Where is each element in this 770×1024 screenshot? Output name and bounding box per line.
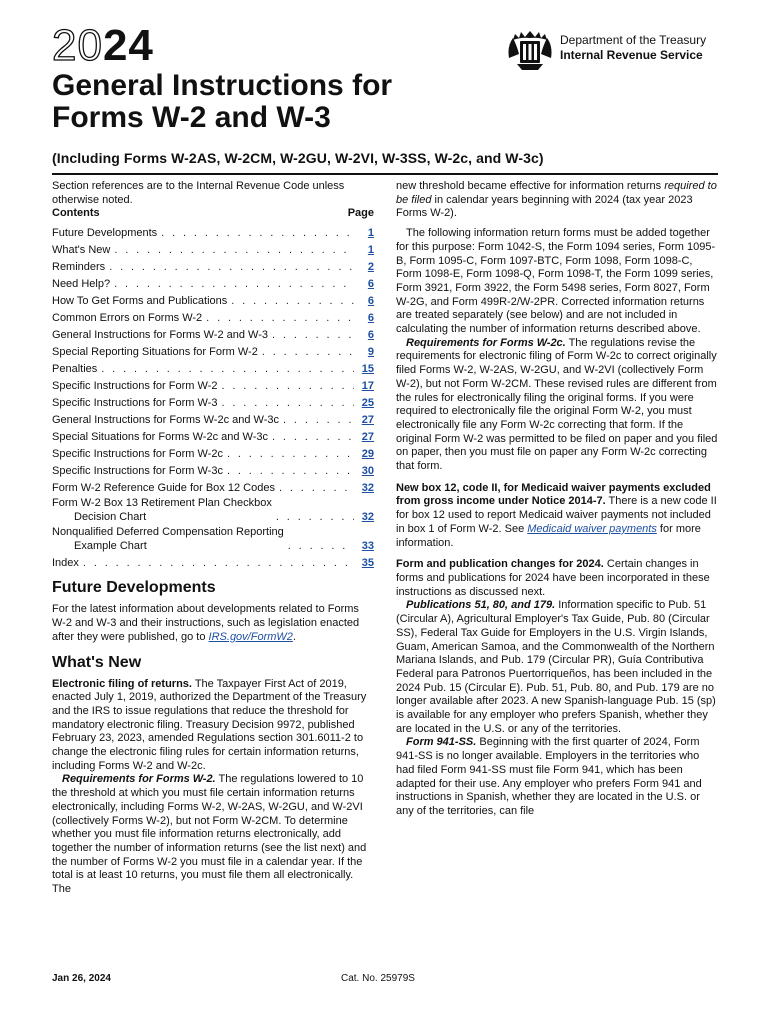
toc-entry-label-line1: General Instructions for Forms W-2 and W-3 xyxy=(52,328,268,341)
toc-entry-label-line1: Specific Instructions for Form W-2c xyxy=(52,447,223,460)
p1-emphasis: required to be filed xyxy=(396,180,717,206)
efile-lead: Electronic filing of returns. xyxy=(52,677,192,690)
req-w2c-paragraph xyxy=(396,337,718,474)
toc-page-link[interactable]: 2 xyxy=(367,260,374,273)
toc-entry[interactable] xyxy=(52,325,374,342)
toc-leader-dots xyxy=(109,261,354,275)
toc-entry-label-line1: Need Help? xyxy=(52,277,111,290)
toc-leader-dots xyxy=(221,397,354,411)
toc-entry[interactable] xyxy=(52,240,374,257)
pubchg-lead: Form and publication changes for 2024. xyxy=(396,558,604,571)
toc-entry-label xyxy=(52,363,97,377)
irs-formw2-link[interactable]: IRS.gov/FormW2 xyxy=(208,630,293,643)
toc-entry[interactable] xyxy=(52,524,374,553)
toc-leader-dots xyxy=(283,414,354,428)
req-w2-lead: Requirements for Forms W-2. xyxy=(62,773,216,786)
forms-list-paragraph: The following information return forms must be added together for this purpose: Form 1042-S, the Form 1094 series, Form 1095-B, Form 1095-C, Form 1097-BTC, Form 1098, Form 1098-C, Form 1098-E, Form 1098-Q, Form 1098-T, the Form 1099 series, Form 3921, Form 3922, the Form 5498 series, Form 8027, Form W-2G, and Form 499R-2/W-2PR. Corrected information returns are treated separately (see below) and are not included in calculating the number of information returns described above. xyxy=(396,227,716,336)
table-of-contents xyxy=(52,223,374,570)
future-text: For the latest information about developments related to Forms W-2 and W-3 and their instructions, such as legislation enacted after they were published, go to xyxy=(52,603,360,643)
toc-entry-label xyxy=(52,227,157,241)
toc-entry-label xyxy=(52,244,110,258)
toc-entry-label xyxy=(52,397,217,411)
toc-page-link[interactable]: 27 xyxy=(361,413,374,426)
toc-entry-label-line1: How To Get Forms and Publications xyxy=(52,294,228,307)
toc-entry-label-line1: Specific Instructions for Form W-3 xyxy=(52,396,218,409)
req-w2-paragraph xyxy=(52,773,374,896)
toc-entry-label xyxy=(52,465,223,479)
toc-entry-label xyxy=(52,312,202,326)
box12-paragraph xyxy=(396,482,718,551)
toc-page-link[interactable]: 33 xyxy=(361,539,374,552)
right-column xyxy=(396,180,718,819)
box12-lead: New box 12, code II, for Medicaid waiver payments excluded from gross income under Notice 2014-7. xyxy=(396,481,711,508)
toc-entry[interactable] xyxy=(52,342,374,359)
toc-page-link[interactable]: 6 xyxy=(367,311,374,324)
toc-entry[interactable] xyxy=(52,461,374,478)
toc-entry-label-line1: Form W-2 Reference Guide for Box 12 Codes xyxy=(52,481,275,494)
toc-page-link[interactable]: 29 xyxy=(361,447,374,460)
toc-entry[interactable] xyxy=(52,291,374,308)
toc-entry[interactable] xyxy=(52,308,374,325)
toc-entry[interactable] xyxy=(52,359,374,376)
toc-entry-label-line1: General Instructions for Forms W-2c and W-3c xyxy=(52,413,279,426)
whats-new-heading: What's New xyxy=(52,653,142,671)
toc-entry-label-line1: Form W-2 Box 13 Retirement Plan Checkbox xyxy=(52,497,272,509)
title-line-1: General Instructions for xyxy=(52,69,393,102)
header-divider xyxy=(52,173,718,175)
toc-leader-dots xyxy=(114,278,354,292)
toc-entry-label-line1: Common Errors on Forms W-2 xyxy=(52,311,203,324)
toc-page-link[interactable]: 27 xyxy=(361,430,374,443)
toc-leader-dots xyxy=(101,363,354,377)
req-w2-text: The regulations lowered to 10 the threshold at which you must file certain information returns electronically, including Forms W-2, W-2AS, W-2GU, and W-2VI (collectively Forms W-2), but not Form W-2CM. To determine whether you must file information returns electronically, add together the number of information returns (see the list next) and the number of Forms W-2 you must file in a calendar year. If the total is at least 10 returns, you must file them all electronically. The xyxy=(52,773,367,896)
toc-entry-label xyxy=(52,329,268,343)
box12-text: There is a new code II for box 12 used to report Medicaid waiver payments not included in box 1 of Form W-2. See xyxy=(396,495,717,535)
toc-entry[interactable] xyxy=(52,444,374,461)
p1-a: new threshold became effective for information returns xyxy=(396,180,665,192)
toc-page-link[interactable]: 1 xyxy=(367,226,374,239)
toc-entry-label xyxy=(52,278,110,292)
toc-leader-dots xyxy=(83,557,354,571)
toc-entry-label xyxy=(52,482,275,496)
future-end: . xyxy=(292,630,296,643)
toc-entry-label xyxy=(52,295,227,309)
efile-paragraph xyxy=(52,678,374,774)
toc-leader-dots xyxy=(231,295,354,309)
toc-entry-label-line1: Future Developments xyxy=(52,226,158,239)
year-outline-digits: 20 xyxy=(52,21,103,70)
toc-entry-label-line1: What's New xyxy=(52,243,111,256)
toc-page-link[interactable]: 6 xyxy=(367,328,374,341)
toc-entry-label-line2: Decision Chart xyxy=(74,510,147,523)
toc-entry[interactable] xyxy=(52,393,374,410)
toc-leader-dots xyxy=(262,346,354,360)
toc-page-link[interactable]: 25 xyxy=(361,396,374,409)
toc-entry-label xyxy=(52,414,279,428)
toc-page-heading: Page xyxy=(347,207,374,220)
toc-entry[interactable] xyxy=(52,274,374,291)
toc-entry[interactable] xyxy=(52,495,374,524)
section-references-note: Section references are to the Internal Revenue Code unless otherwise noted. xyxy=(52,180,345,206)
toc-entry-label-line2: Example Chart xyxy=(74,539,147,552)
req-w2c-text: The regulations revise the requirements for electronic filing of Form W-2c to correct originally filed Forms W-2, W-2AS, W-2GU, and W-2VI (collectively Form W-2), but not Form W-2CM. These revised rules are different from the rules for electronically filing the original forms. If you were required to electronically file the original Form W-2, you must electronically file any Form W-2c correcting that form. If the original Form W-2 was permitted to be filed on paper and you filed on paper, then you must file on paper any Form W-2c correcting that form. xyxy=(396,336,718,473)
page-title xyxy=(52,70,392,134)
toc-leader-dots xyxy=(279,482,354,496)
toc-leader-dots xyxy=(227,465,354,479)
toc-entry[interactable] xyxy=(52,257,374,274)
toc-page-link[interactable]: 15 xyxy=(361,362,374,375)
publications-paragraph xyxy=(396,599,718,736)
toc-leader-dots xyxy=(227,448,354,462)
medicaid-waiver-link[interactable]: Medicaid waiver payments xyxy=(527,522,657,535)
toc-entry-label xyxy=(52,346,258,360)
toc-leader-dots xyxy=(161,227,354,241)
toc-page-link[interactable]: 35 xyxy=(361,556,374,569)
agency-block xyxy=(505,28,745,72)
f941-lead: Form 941-SS. xyxy=(406,736,477,749)
p1-b: in calendar years beginning with 2024 (tax year 2023 Forms W-2). xyxy=(396,193,693,220)
footer-date: Jan 26, 2024 xyxy=(52,973,111,984)
toc-page-link[interactable]: 9 xyxy=(367,345,374,358)
toc-leader-dots xyxy=(221,380,354,394)
efile-text: The Taxpayer First Act of 2019, enacted July 1, 2019, authorized the Department of the Treasury and the IRS to issue regulations that reduce the threshold for mandatory electronic filing. Treasury Decision 9972, published February 23, 2023, amended Regulations section 301.6011-2 to change the electronic filing rules for certain information returns, including Forms W-2 and W-2c. xyxy=(52,677,367,772)
toc-entry-label-line1: Reminders xyxy=(52,260,106,273)
toc-entry-label xyxy=(52,431,268,445)
toc-page-link[interactable]: 30 xyxy=(361,464,374,477)
f941-text: Beginning with the first quarter of 2024, Form 941-SS is no longer available. Employers in the territories who had filed Form 941-SS must file Form 941, which has been adapted for their use. Any employer who prefers Form 941 and instructions in Spanish, whether they are located in the U.S. or any of the territories, can file xyxy=(396,736,702,817)
toc-entry-label xyxy=(52,557,79,571)
toc-page-link[interactable]: 6 xyxy=(367,294,374,307)
toc-leader-dots xyxy=(276,511,354,525)
toc-entry-label-line1: Penalties xyxy=(52,362,98,375)
pubs-text: Information specific to Pub. 51 (Circular A), Agricultural Employer's Tax Guide, Pub. 80 (Circular SS), Federal Tax Guide for Employers in the U.S. Virgin Islands, Guam, American Samoa, and the Commonwealth of the Northern Mariana Islands, and Pub. 179 (Circular PR), Guía Contributiva Federal para Patronos Puertorriqueños, has been included in the 2024 Pub. 15 (Circular E). Pub. 51, Pub. 80, and Pub. 179 are no longer available after 2023. A new Spanish-language Pub. 15 (sp) is available for any employer who prefers Spanish, whether they are located in the U.S. or any of the territories. xyxy=(396,599,716,735)
threshold-paragraph xyxy=(396,180,718,221)
form-941ss-paragraph xyxy=(396,736,718,818)
pubs-lead: Publications 51, 80, and 179. xyxy=(406,599,556,612)
toc-entry-label-line1: Nonqualified Deferred Compensation Reporting xyxy=(52,526,284,538)
req-w2c-lead: Requirements for Forms W-2c. xyxy=(406,336,566,349)
toc-entry-label xyxy=(52,380,217,394)
form-year xyxy=(52,21,154,70)
toc-entry[interactable] xyxy=(52,223,374,240)
toc-entry-label xyxy=(52,526,284,553)
toc-entry-label-line1: Specific Instructions for Form W-3c xyxy=(52,464,223,477)
toc-page-link[interactable]: 6 xyxy=(367,277,374,290)
toc-page-link[interactable]: 32 xyxy=(361,510,374,523)
box12-end: for more information. xyxy=(396,522,701,549)
title-line-2: Forms W-2 and W-3 xyxy=(52,101,331,134)
toc-heading: Contents xyxy=(52,207,100,220)
left-column xyxy=(52,180,374,897)
agency-name: Internal Revenue Service xyxy=(560,48,703,62)
toc-leader-dots xyxy=(114,244,354,258)
department-name: Department of the Treasury xyxy=(560,33,707,47)
toc-page-link[interactable]: 17 xyxy=(361,379,374,392)
toc-entry-label-line1: Special Situations for Forms W-2c and W-3c xyxy=(52,430,269,443)
toc-entry-label-line1: Index xyxy=(52,556,79,569)
toc-leader-dots xyxy=(272,431,354,445)
toc-entry-label-line1: Specific Instructions for Form W-2 xyxy=(52,379,218,392)
toc-page-link[interactable]: 1 xyxy=(367,243,374,256)
toc-entry[interactable] xyxy=(52,410,374,427)
toc-entry[interactable] xyxy=(52,376,374,393)
publication-changes-paragraph xyxy=(396,558,718,599)
toc-leader-dots xyxy=(288,540,354,554)
toc-entry-label xyxy=(52,497,272,524)
catalog-number: Cat. No. 25979S xyxy=(341,973,415,984)
toc-entry-label-line1: Special Reporting Situations for Form W-2 xyxy=(52,345,258,358)
future-developments-heading: Future Developments xyxy=(52,579,216,597)
toc-entry[interactable] xyxy=(52,427,374,444)
treasury-eagle-logo-icon xyxy=(505,28,555,72)
toc-leader-dots xyxy=(206,312,354,326)
toc-entry[interactable] xyxy=(52,478,374,495)
future-developments-text xyxy=(52,603,374,644)
toc-page-link[interactable]: 32 xyxy=(361,481,374,494)
toc-entry-label xyxy=(52,448,223,462)
toc-entry-label xyxy=(52,261,105,275)
pubchg-text: Certain changes in forms and publications for 2024 have been incorporated in these instructions as discussed next. xyxy=(396,558,710,598)
toc-header xyxy=(52,207,374,223)
toc-entry[interactable] xyxy=(52,553,374,570)
toc-leader-dots xyxy=(272,329,354,343)
page-subtitle: (Including Forms W-2AS, W-2CM, W-2GU, W-2VI, W-3SS, W-2c, and W-3c) xyxy=(52,150,544,166)
year-bold-digits: 24 xyxy=(102,21,154,70)
